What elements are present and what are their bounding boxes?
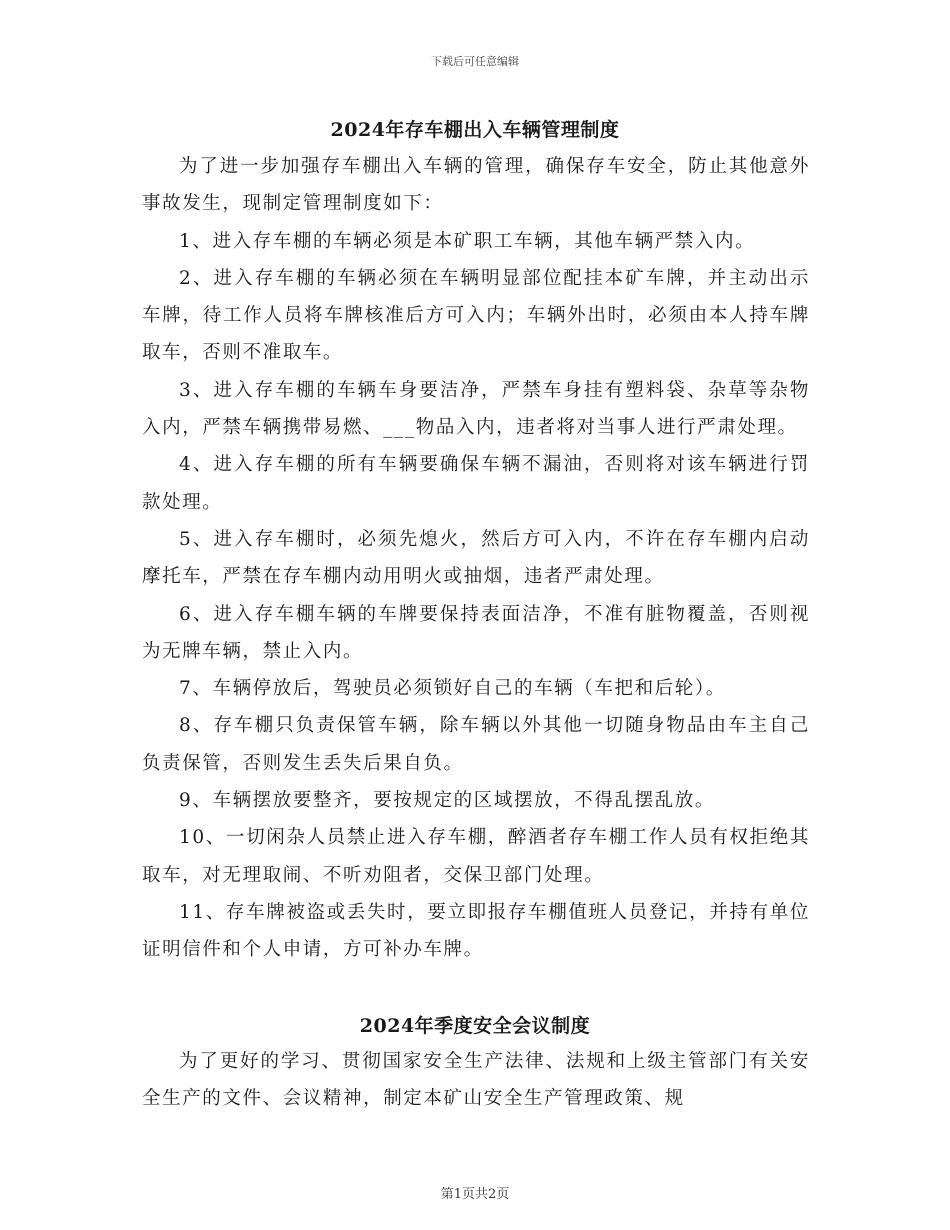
rule-11: 11、存车牌被盗或丢失时，要立即报存车棚值班人员登记，并持有单位证明信件和个人申请，方可补办车牌。 [142,901,810,961]
rule-8: 8、存车棚只负责保管车辆，除车辆以外其他一切随身物品由车主自己负责保管，否则发生丢失后果自负。 [142,715,810,774]
page-number: 第1页共2页 [440,1187,510,1202]
rule-9: 9、车辆摆放要整齐，要按规定的区域摆放，不得乱摆乱放。 [179,790,715,812]
rule-2: 2、进入存车棚的车辆必须在车辆明显部位配挂本矿车牌，并主动出示车牌，待工作人员将车牌核准后方可入内；车辆外出时，必须由本人持车牌取车，否则不准取车。 [142,267,810,364]
second-document-title: 2024年季度安全会议制度 [359,1015,591,1037]
document-title: 2024年存车棚出入车辆管理制度 [330,119,620,141]
rule-7: 7、车辆停放后，驾驶员必须锁好自己的车辆（车把和后轮）。 [179,678,726,700]
header-note: 下载后可任意编辑 [431,55,519,68]
rule-5: 5、进入存车棚时，必须先熄火，然后方可入内，不许在存车棚内启动摩托车，严禁在存车棚内动用明火或抽烟，违者严肃处理。 [142,528,810,588]
rule-1: 1、进入存车棚的车辆必须是本矿职工车辆，其他车辆严禁入内。 [179,230,756,252]
rule-3: 3、进入存车棚的车辆车身要洁净，严禁车身挂有塑料袋、杂草等杂物入内，严禁车辆携带易燃、___物品入内，违者将对当事人进行严肃处理。 [142,379,810,439]
second-document-body [142,1043,810,1118]
rule-4: 4、进入存车棚的所有车辆要确保车辆不漏油，否则将对该车辆进行罚款处理。 [142,454,810,513]
rule-6: 6、进入存车棚车辆的车牌要保持表面洁净，不准有脏物覆盖，否则视为无牌车辆，禁止入内。 [142,603,810,662]
second-intro-paragraph: 为了更好的学习、贯彻国家安全生产法律、法规和上级主管部门有关安全生产的文件、会议精神，制定本矿山安全生产管理政策、规 [142,1051,810,1110]
document-body [142,148,810,969]
rule-10: 10、一切闲杂人员禁止进入存车棚，醉酒者存车棚工作人员有权拒绝其取车，对无理取闹、不听劝阻者，交保卫部门处理。 [142,827,810,886]
intro-paragraph: 为了进一步加强存车棚出入车辆的管理，确保存车安全，防止其他意外事故发生，现制定管理制度如下： [142,156,810,215]
